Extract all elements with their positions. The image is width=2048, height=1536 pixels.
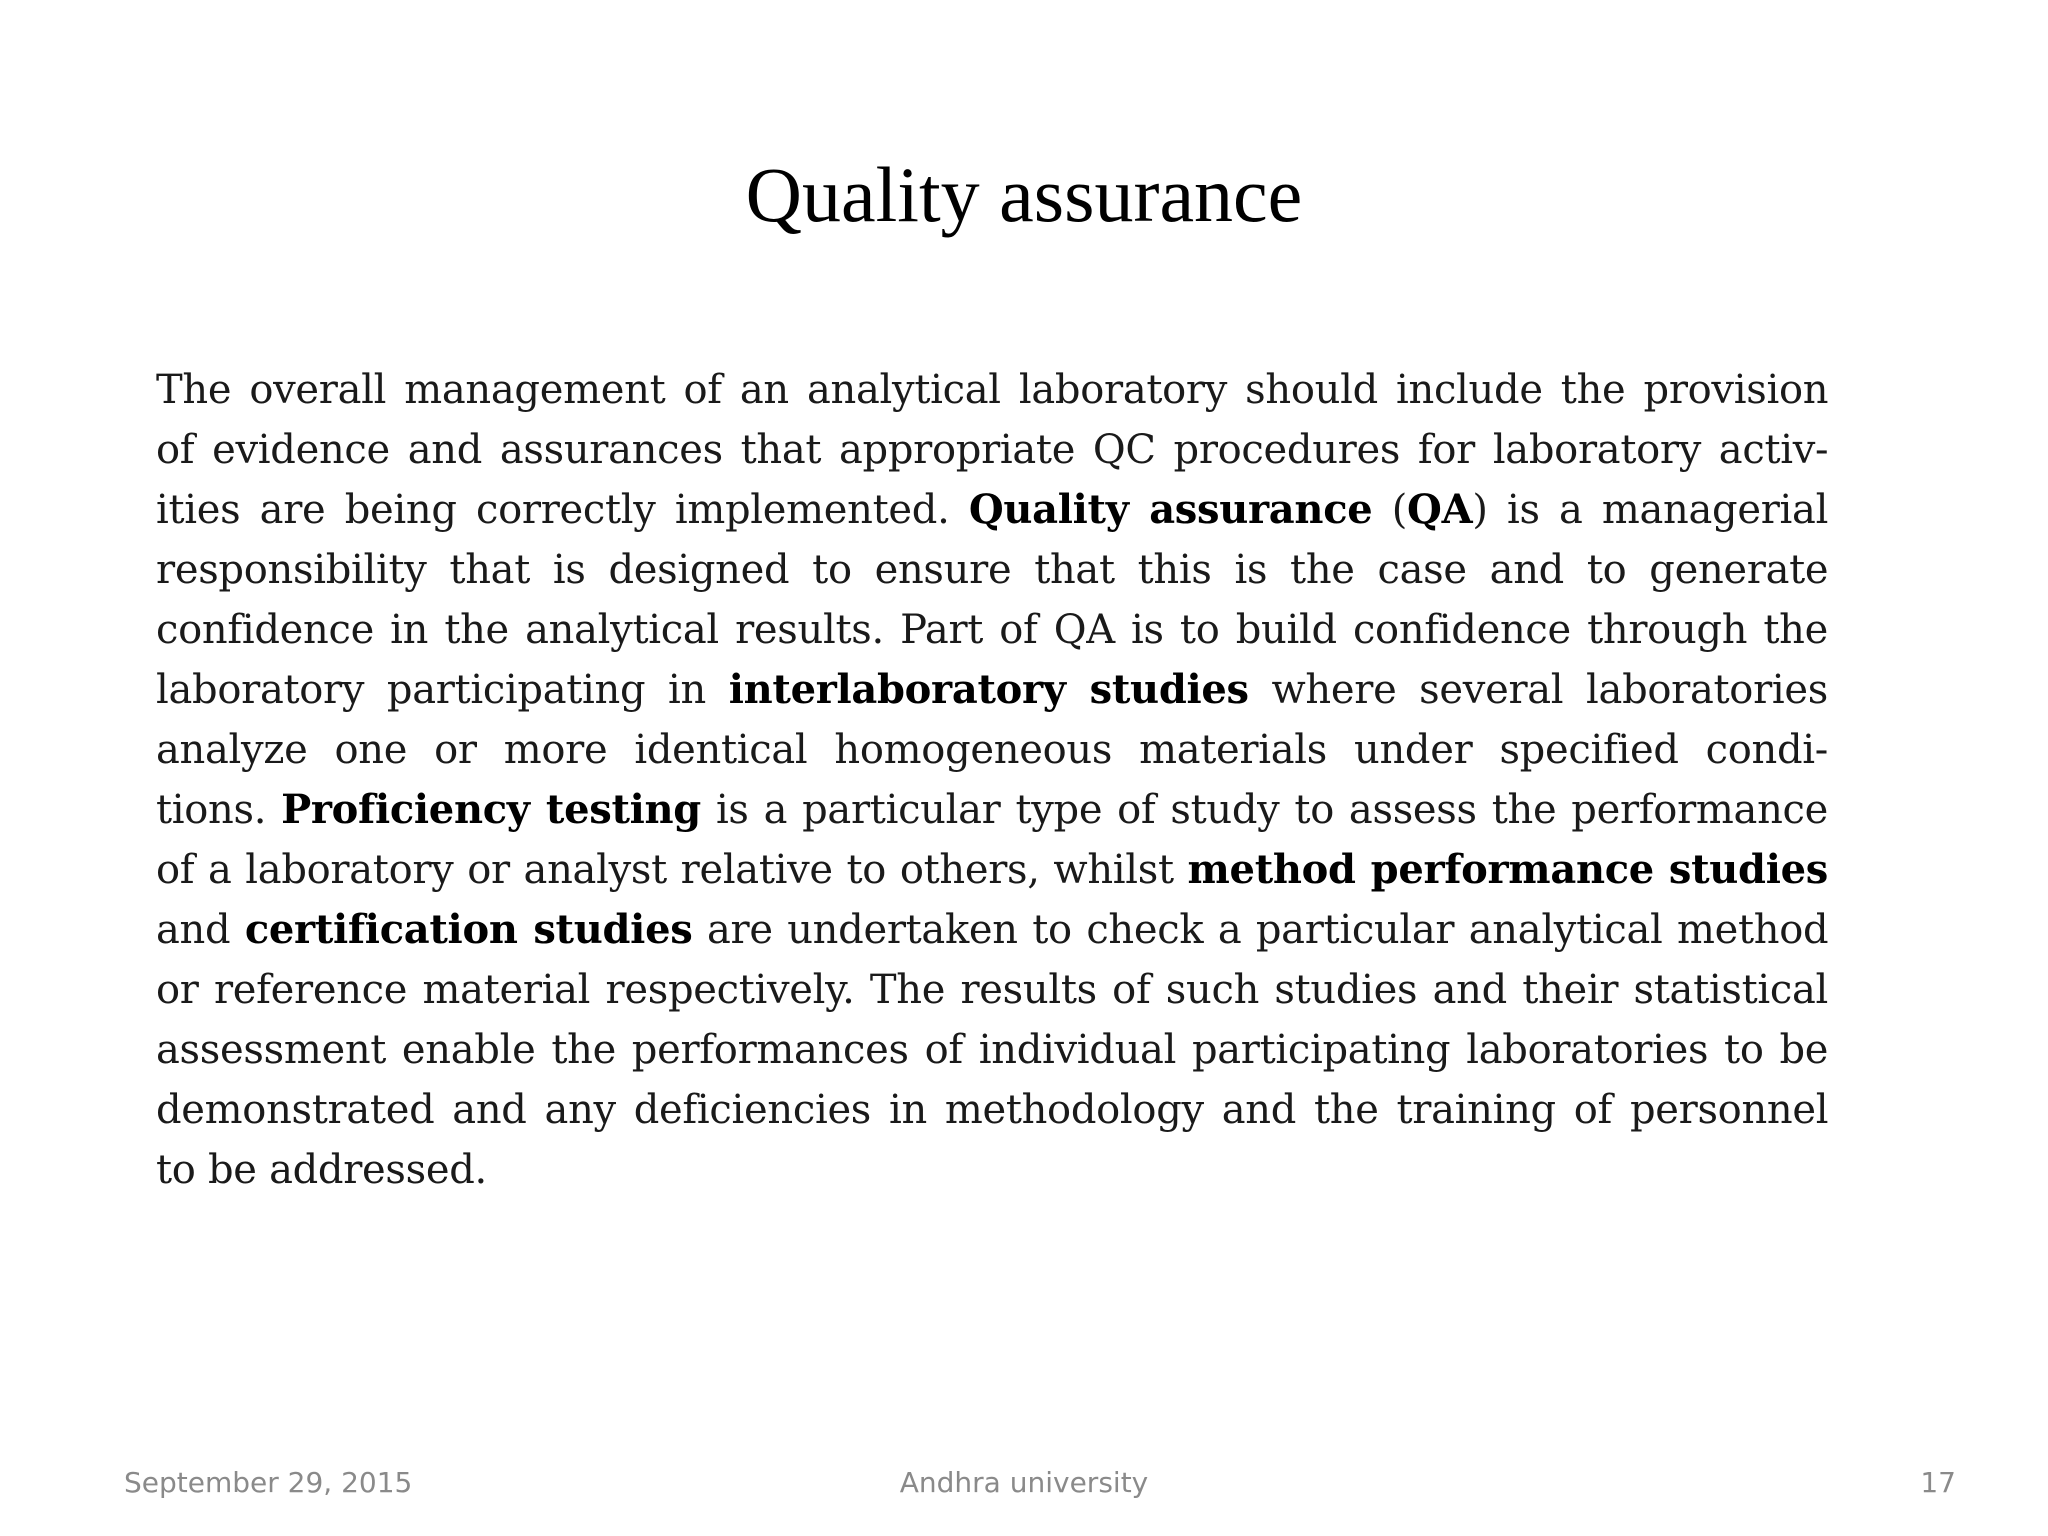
paragraph-line xyxy=(156,660,1828,720)
footer-page-number: 17 xyxy=(1920,1466,1956,1499)
paragraph-line xyxy=(156,960,1828,1020)
body-text-image xyxy=(156,360,1828,1200)
footer-organization: Andhra university xyxy=(899,1466,1149,1499)
text-segment: ( xyxy=(1372,487,1408,533)
bold-term: interlaboratory studies xyxy=(728,666,1249,713)
text-segment: responsibility that is designed to ensure that this is the case and to generate xyxy=(156,547,1829,593)
text-segment: to be addressed. xyxy=(156,1147,487,1193)
paragraph-line xyxy=(156,1140,1828,1200)
paragraph-line xyxy=(156,360,1828,420)
text-segment: and xyxy=(156,907,245,953)
paragraph-line xyxy=(156,540,1828,600)
text-segment: is a particular type of study to assess the performance xyxy=(700,787,1829,833)
paragraph-line xyxy=(156,1080,1828,1140)
paragraph-line xyxy=(156,780,1828,840)
paragraph-line xyxy=(156,600,1828,660)
paragraph-line xyxy=(156,1020,1828,1080)
paragraph-line xyxy=(156,480,1828,540)
bold-term: QA xyxy=(1407,486,1473,533)
text-segment: laboratory participating in xyxy=(156,667,729,713)
paragraph-line xyxy=(156,720,1828,780)
bold-term: Quality assurance xyxy=(968,486,1373,533)
text-segment: The overall management of an analytical laboratory should include the provision xyxy=(156,367,1829,413)
bold-term: method performance studies xyxy=(1187,846,1828,893)
bold-term: Proficiency testing xyxy=(281,786,701,833)
text-segment: or reference material respectively. The results of such studies and their statistical xyxy=(156,967,1828,1013)
footer-date: September 29, 2015 xyxy=(124,1466,413,1499)
text-segment: tions. xyxy=(156,787,282,833)
text-segment: of evidence and assurances that appropriate QC procedures for laboratory activ- xyxy=(156,427,1829,473)
paragraph-line xyxy=(156,900,1828,960)
text-segment: of a laboratory or analyst relative to others, whilst xyxy=(156,847,1188,893)
paragraph-line xyxy=(156,840,1828,900)
paragraph-line xyxy=(156,420,1828,480)
slide-title: Quality assurance xyxy=(745,151,1303,238)
text-segment: ities are being correctly implemented. xyxy=(156,487,969,533)
text-segment: confidence in the analytical results. Part of QA is to build confidence through the xyxy=(156,607,1828,653)
text-segment: assessment enable the performances of individual participating laboratories to be xyxy=(156,1027,1829,1073)
text-segment: are undertaken to check a particular analytical method xyxy=(692,907,1829,953)
text-segment: demonstrated and any deficiencies in methodology and the training of personnel xyxy=(156,1087,1829,1133)
text-segment: where several laboratories xyxy=(1248,667,1828,713)
bold-term: certification studies xyxy=(244,906,693,953)
text-segment: analyze one or more identical homogeneous materials under specified condi- xyxy=(156,727,1828,773)
text-segment: ) is a managerial xyxy=(1472,487,1829,533)
